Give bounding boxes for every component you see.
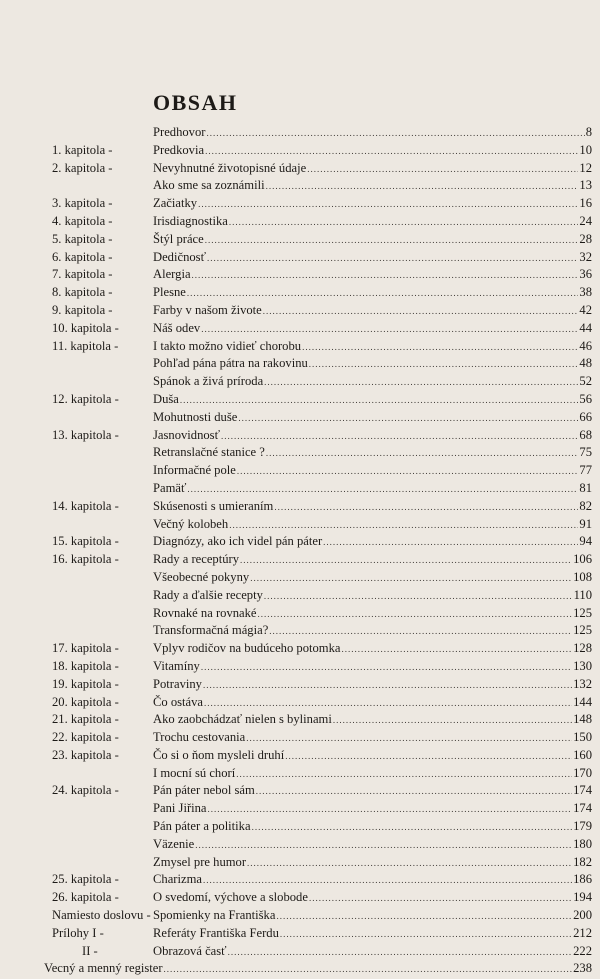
toc-row (0, 569, 600, 587)
toc-entry-title: Alergia (153, 267, 191, 282)
toc-page-number: 186 (573, 872, 592, 887)
toc-page-number: 36 (579, 267, 592, 282)
toc-row (0, 533, 600, 551)
toc-page-number: 200 (573, 908, 592, 923)
toc-row (0, 854, 600, 872)
toc-page-number: 68 (579, 427, 592, 442)
dot-leader (195, 837, 572, 855)
dot-leader (208, 801, 573, 819)
dot-leader (309, 890, 572, 908)
toc-page-number: 150 (573, 730, 592, 745)
toc-chapter-label: 2. kapitola - (52, 160, 113, 175)
toc-page-number: 94 (579, 534, 592, 549)
dot-leader (187, 285, 579, 303)
toc-chapter-label: 4. kapitola - (52, 213, 113, 228)
toc-row (0, 694, 600, 712)
toc-entry-title: Zmysel pre humor (153, 854, 247, 869)
toc-page-number: 222 (573, 943, 592, 958)
toc-page-number: 56 (579, 391, 592, 406)
toc-row (0, 302, 600, 320)
dot-leader (256, 783, 572, 801)
toc-page-number: 132 (573, 676, 592, 691)
toc-entry-title: Referáty Františka Ferdu (153, 925, 279, 940)
toc-entry-title: Predkovia (153, 142, 205, 157)
toc-chapter-label: 17. kapitola - (52, 641, 119, 656)
toc-page-number: 16 (579, 196, 592, 211)
toc-chapter-label: 3. kapitola - (52, 196, 113, 211)
dot-leader (187, 481, 578, 499)
toc-row (0, 427, 600, 445)
toc-row (0, 231, 600, 249)
page-title: OBSAH (153, 90, 238, 115)
toc-chapter-label: 6. kapitola - (52, 249, 113, 264)
toc-entry-title: Spánok a živá príroda (153, 374, 264, 389)
toc-entry-title: Pani Jiřina (153, 801, 207, 816)
toc-page-number: 182 (573, 854, 592, 869)
dot-leader (307, 161, 578, 179)
toc-chapter-label: 21. kapitola - (52, 712, 119, 727)
toc-entry-title: Transformačná mágia? (153, 623, 269, 638)
toc-entry-title: Trochu cestovania (153, 730, 246, 745)
dot-leader (201, 659, 572, 677)
toc-chapter-label: 25. kapitola - (52, 872, 119, 887)
toc-page-number: 10 (579, 142, 592, 157)
toc-page-number: 180 (573, 836, 592, 851)
toc-page-number: 160 (573, 747, 592, 762)
toc-chapter-label: 15. kapitola - (52, 534, 119, 549)
toc-chapter-label: 10. kapitola - (52, 320, 119, 335)
toc-row (0, 765, 600, 783)
dot-leader (333, 712, 572, 730)
toc-row (0, 729, 600, 747)
toc-chapter-label: 19. kapitola - (52, 676, 119, 691)
toc-chapter-label: 22. kapitola - (52, 730, 119, 745)
toc-entry-title: Informačné pole (153, 463, 236, 478)
toc-page-number: 238 (573, 961, 592, 976)
toc-page-number: 110 (573, 587, 592, 602)
toc-entry-title: Potraviny (153, 676, 202, 691)
dot-leader (180, 392, 579, 410)
toc-entry-title: Rovnaké na rovnaké (153, 605, 257, 620)
dot-leader (302, 339, 578, 357)
dot-leader (276, 908, 572, 926)
toc-chapter-label: 13. kapitola - (52, 427, 119, 442)
toc-row (0, 836, 600, 854)
toc-chapter-label: 12. kapitola - (52, 391, 119, 406)
toc-row (0, 409, 600, 427)
toc-entry-title: Vecný a menný register (44, 961, 163, 976)
toc-chapter-label: 14. kapitola - (52, 498, 119, 513)
dot-leader (341, 641, 572, 659)
toc-entry-title: Predhovor (153, 125, 206, 139)
toc-row (0, 391, 600, 409)
toc-row (0, 160, 600, 178)
toc-row (0, 871, 600, 889)
toc-entry-title: Rady a receptúry (153, 552, 240, 567)
toc-page-number: 170 (573, 765, 592, 780)
toc-row (0, 622, 600, 640)
toc-row (0, 800, 600, 818)
toc-page-number: 174 (573, 801, 592, 816)
toc-row (0, 498, 600, 516)
dot-leader (258, 606, 573, 624)
dot-leader (238, 410, 578, 428)
toc-entry-title: Večný kolobeh (153, 516, 229, 531)
toc-row (0, 480, 600, 498)
toc-page-number: 212 (573, 925, 592, 940)
toc-page-number: 38 (579, 285, 592, 300)
toc-row (0, 249, 600, 267)
toc-entry-title: Pán páter a politika (153, 819, 251, 834)
toc-chapter-label: 5. kapitola - (52, 231, 113, 246)
toc-page-number: 108 (573, 569, 592, 584)
toc-entry-title: I mocní sú chorí (153, 765, 236, 780)
table-of-contents (0, 124, 600, 978)
dot-leader (285, 748, 572, 766)
toc-page-number: 32 (579, 249, 592, 264)
toc-page-number: 130 (573, 658, 592, 673)
toc-entry-title: Všeobecné pokyny (153, 569, 250, 584)
toc-page-number: 106 (573, 552, 592, 567)
dot-leader (266, 178, 579, 196)
toc-row (0, 462, 600, 480)
dot-leader (228, 944, 573, 962)
toc-entry-title: Začiatky (153, 196, 198, 211)
toc-row (0, 907, 600, 925)
toc-page-number: 13 (579, 178, 592, 193)
toc-page-number: 174 (573, 783, 592, 798)
toc-page-number: 44 (579, 320, 592, 335)
toc-chapter-label: 7. kapitola - (52, 267, 113, 282)
toc-chapter-label: 20. kapitola - (52, 694, 119, 709)
toc-page-number: 194 (573, 890, 592, 905)
toc-entry-title: Pohľad pána pátra na rakovinu (153, 356, 308, 371)
toc-chapter-label: 11. kapitola - (52, 338, 119, 353)
dot-leader (206, 125, 584, 143)
toc-row (0, 676, 600, 694)
toc-entry-title: Ako sme sa zoznámili (153, 178, 265, 193)
toc-row (0, 605, 600, 623)
toc-chapter-label: 9. kapitola - (52, 302, 113, 317)
toc-row (0, 658, 600, 676)
toc-row (0, 213, 600, 231)
toc-row (0, 444, 600, 462)
dot-leader (252, 819, 573, 837)
toc-row (0, 782, 600, 800)
dot-leader (221, 428, 578, 446)
dot-leader (309, 356, 579, 374)
toc-entry-title: Spomienky na Františka (153, 908, 276, 923)
toc-row (0, 516, 600, 534)
dot-leader (264, 374, 578, 392)
toc-page-number: 48 (579, 356, 592, 371)
toc-row (0, 943, 600, 961)
dot-leader (250, 570, 572, 588)
toc-entry-title: Dedičnosť (153, 249, 206, 264)
toc-page-number: 144 (573, 694, 592, 709)
toc-row (0, 284, 600, 302)
toc-entry-title: Pán páter nebol sám (153, 783, 255, 798)
toc-entry-title: Obrazová časť (153, 943, 227, 958)
toc-entry-title: Ako zaobchádzať nielen s bylinami (153, 712, 332, 727)
toc-entry-title: Rady a ďalšie recepty (153, 587, 263, 602)
toc-entry-title: Vplyv rodičov na budúceho potomka (153, 641, 341, 656)
toc-entry-title: Vitamíny (153, 658, 200, 673)
toc-page-number: 42 (579, 302, 592, 317)
toc-row (0, 195, 600, 213)
toc-entry-title: Irisdiagnostika (153, 213, 228, 228)
toc-row (0, 338, 600, 356)
toc-page-number: 77 (579, 463, 592, 478)
toc-row (0, 640, 600, 658)
toc-page-number: 8 (585, 125, 592, 139)
toc-page-number: 128 (573, 641, 592, 656)
dot-leader (201, 321, 578, 339)
toc-entry-title: Retranslačné stanice ? (153, 445, 265, 460)
dot-leader (229, 214, 579, 232)
toc-entry-title: Mohutnosti duše (153, 409, 238, 424)
toc-chapter-label: Prílohy I - (52, 925, 104, 940)
dot-leader (237, 463, 579, 481)
toc-entry-title: Čo ostáva (153, 694, 204, 709)
toc-entry-title: Väzenie (153, 836, 195, 851)
dot-leader (247, 855, 572, 873)
dot-leader (205, 232, 579, 250)
toc-row (0, 711, 600, 729)
toc-entry-title: Pamäť (153, 480, 187, 495)
toc-row (0, 266, 600, 284)
toc-chapter-label: 16. kapitola - (52, 552, 119, 567)
dot-leader (204, 695, 572, 713)
toc-page-number: 12 (579, 160, 592, 175)
toc-entry-title: Diagnózy, ako ich videl pán páter (153, 534, 323, 549)
toc-row (0, 177, 600, 195)
toc-page-number: 66 (579, 409, 592, 424)
toc-entry-title: Jasnovidnosť (153, 427, 220, 442)
dot-leader (323, 534, 578, 552)
toc-page-number: 24 (579, 213, 592, 228)
toc-page-number: 125 (573, 605, 592, 620)
dot-leader (164, 961, 573, 979)
dot-leader (192, 267, 579, 285)
toc-chapter-label: Namiesto doslovu - (52, 908, 151, 923)
toc-row (0, 587, 600, 605)
toc-row (0, 747, 600, 765)
toc-entry-title: Plesne (153, 285, 186, 300)
toc-page-number: 82 (579, 498, 592, 513)
toc-entry-title: Charizma (153, 872, 202, 887)
toc-chapter-label: 23. kapitola - (52, 747, 119, 762)
dot-leader (264, 588, 573, 606)
toc-row (0, 889, 600, 907)
toc-page-number: 46 (579, 338, 592, 353)
toc-chapter-label: 26. kapitola - (52, 890, 119, 905)
dot-leader (263, 303, 579, 321)
toc-row (0, 142, 600, 160)
toc-chapter-label: 18. kapitola - (52, 658, 119, 673)
dot-leader (203, 872, 572, 890)
toc-entry-title: Náš odev (153, 320, 201, 335)
dot-leader (205, 143, 578, 161)
toc-page-number: 91 (579, 516, 592, 531)
toc-chapter-label: 1. kapitola - (52, 142, 113, 157)
toc-row (0, 355, 600, 373)
dot-leader (280, 926, 572, 944)
toc-page-number: 179 (573, 819, 592, 834)
dot-leader (269, 623, 572, 641)
toc-page-number: 81 (579, 480, 592, 495)
toc-page-number: 28 (579, 231, 592, 246)
toc-entry-title: Farby v našom živote (153, 302, 262, 317)
toc-row (0, 960, 600, 978)
toc-row (0, 373, 600, 391)
toc-row (0, 320, 600, 338)
dot-leader (207, 250, 578, 268)
toc-entry-title: Skúsenosti s umieraním (153, 498, 274, 513)
dot-leader (236, 766, 572, 784)
toc-row (0, 551, 600, 569)
dot-leader (198, 196, 578, 214)
toc-page-number: 148 (573, 712, 592, 727)
toc-chapter-label: 8. kapitola - (52, 285, 113, 300)
dot-leader (246, 730, 572, 748)
toc-page-number: 75 (579, 445, 592, 460)
dot-leader (240, 552, 572, 570)
dot-leader (266, 445, 579, 463)
toc-row (0, 124, 600, 142)
dot-leader (203, 677, 572, 695)
toc-row (0, 925, 600, 943)
dot-leader (274, 499, 578, 517)
toc-entry-title: Čo si o ňom mysleli druhí (153, 747, 285, 762)
toc-entry-title: Duša (153, 391, 179, 406)
toc-entry-title: I takto možno vidieť chorobu (153, 338, 302, 353)
toc-entry-title: O svedomí, výchove a slobode (153, 890, 308, 905)
toc-chapter-label: 24. kapitola - (52, 783, 119, 798)
toc-entry-title: Štýl práce (153, 231, 204, 246)
toc-chapter-label: II - (82, 943, 98, 958)
toc-page-number: 52 (579, 374, 592, 389)
toc-entry-title: Nevyhnutné životopisné údaje (153, 160, 307, 175)
toc-row (0, 818, 600, 836)
toc-page-number: 125 (573, 623, 592, 638)
dot-leader (229, 517, 578, 535)
